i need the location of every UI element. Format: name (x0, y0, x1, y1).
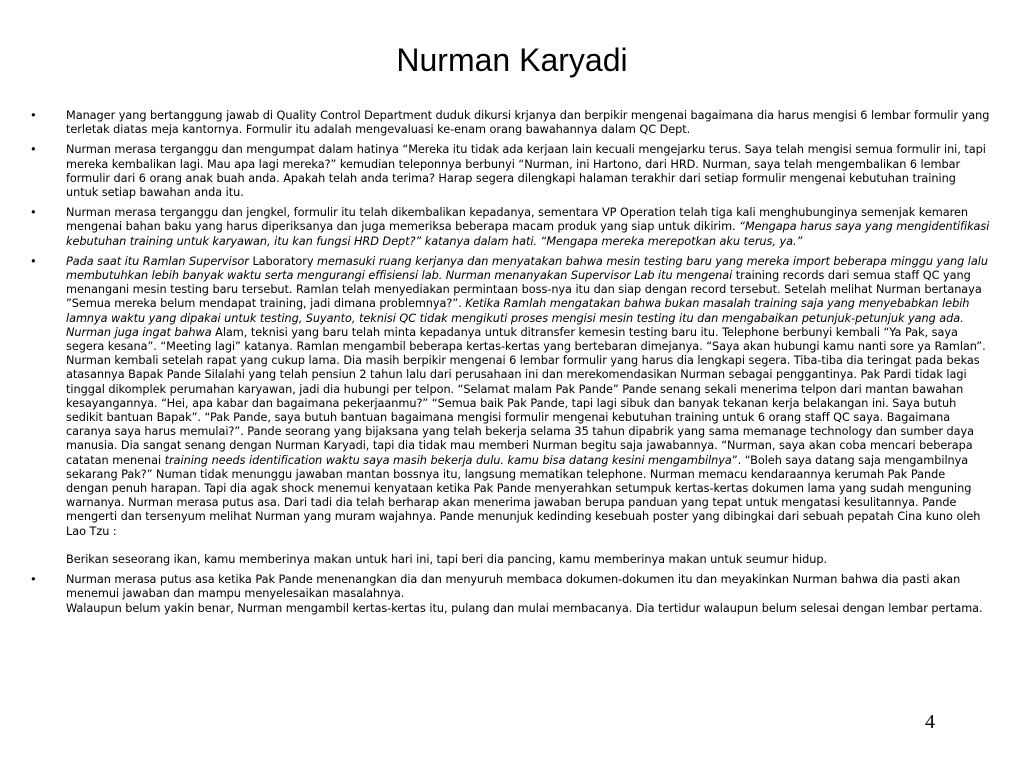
bullet-text-1: Manager yang bertanggung jawab di Quality Control Department duduk dikursi krjanya dan berpikir mengenai bagaimana dia harus mengisi 6 lembar formulir yang terletak diatas meja kantornya. Formulir itu adalah mengevaluasi ke-enam orang bawahannya dalam QC Dept. (66, 109, 990, 137)
story-text-4: ”. “Boleh saya datang saja mengambilnya sekarang Pak?” Numan tidak menunggu jawaban mantan bossnya itu, langsung mematikan telephone. Nurman memacu kendaraannya kerumah Pak Pande dengan penuh harapan. Tapi dia agak shock menemui kenyataan ketika Pak Pande menyerahkan setumpuk kertas-kertas dokumen lama yang sudah menguning warnanya. Nurman merasa putus asa. Dari tadi dia telah berharap akan menerima jawaban berupa panduan yang tepat untuk mengatasi kesulitannya. Pande mengerti dan tersenyum melihat Nurman yang muram wajahnya. Pande menunjuk kedinding kesebuah poster yang dibingkai dari sebuah pepatah Cina kuno oleh Lao Tzu : (66, 453, 981, 538)
bullet-item-4 (66, 255, 990, 567)
bullet-item-3 (66, 206, 990, 249)
lao-tzu-quote: Berikan seseorang ikan, kamu memberinya makan untuk hari ini, tapi beri dia pancing, kamu memberinya makan untuk seumur hidup. (66, 552, 828, 566)
bullet-item-5 (66, 573, 990, 616)
slide-number: 4 (925, 711, 935, 733)
paragraph-gap (66, 539, 990, 553)
bullet-text-2: Nurman merasa terganggu dan mengumpat dalam hatinya “Mereka itu tidak ada kerjaan lain kecuali mengejarku terus. Saya telah mengisi semua formulir ini, tapi mereka kembalikan lagi. Mau apa lagi mereka?” kemudian teleponnya berbunyi “Nurman, ini Hartono, dari HRD. Nurman, saya telah mengembalikan 6 lembar formulir dari 6 orang anak buah anda. Apakah telah anda terima? Harap segera dilengkapi halaman terakhir dari setiap formulir mengenai kebutuhan training untuk setiap bawahan anda itu. (66, 143, 986, 200)
story-italic-1: Pada saat itu Ramlan Supervisor (66, 254, 253, 268)
bullet-text-5b: Walaupun belum yakin benar, Nurman mengambil kertas-kertas itu, pulang dan mulai membacanya. Dia tertidur walaupun belum selesai dengan lembar pertama. (66, 601, 983, 615)
slide-title: Nurman Karyadi (396, 42, 628, 78)
bullet-text-3: Nurman merasa terganggu dan jengkel, formulir itu telah dikembalikan kepadanya, sementara VP Operation telah tiga kali menghubunginya semenjak kemaren mengenai bahan baku yang harus diperiksanya dan juga memeriksa beberapa macam produk yang siap untuk dikirim. (66, 206, 968, 234)
bullet-text-5a: • Nurman merasa putus asa ketika Pak Pande menenangkan dia dan menyuruh membaca dokumen-dokumen itu dan meyakinkan Nurman bahwa dia pasti akan menemui jawaban dan mampu menyelesaikan masalahnya. (66, 573, 961, 601)
bullet-item-1 (66, 109, 990, 137)
story-italic-4: training needs identification waktu saya masih bekerja dulu. kamu bisa datang kesini mengambilnya (164, 453, 732, 467)
story-italic-2: memasuki ruang kerjanya dan menyatakan bahwa mesin testing baru yang mereka import beberapa minggu yang lalu membutuhkan lebih banyak waktu serta mengurangi effisiensi lab. Nurman menanyakan Supervisor Lab itu mengenai (66, 254, 988, 283)
bullet-list (66, 109, 990, 622)
story-text-3: Alam, teknisi yang baru telah minta kepadanya untuk ditransfer kemesin testing baru itu. Telephone berbunyi kembali “Ya Pak, saya segera kesana”. “Meeting lagi” katanya. Ramlan mengambil beberapa kertas-kertas yang bertebaran dimejanya. “Saya akan hubungi kamu nanti sore ya Ramlan”. Nurman kembali setelah rapat yang cukup lama. Dia masih berpikir mengenai 6 lembar formulir yang harus dia lengkapi segera. Tiba-tiba dia teringat pada bekas atasannya Bapak Pande Silalahi yang telah pensiun 2 tahun lalu dari perusahaan ini dan merekomendasikan Nurman sebagai penggantinya. Pak Pardi tidak lagi tinggal dikomplek perumahan karyawan, jadi dia hubungi per telpon. “Selamat malam Pak Pande” Pande senang sekali menerima telpon dari mantan bawahan kesayangannya. “Hei, apa kabar dan bagaimana pekerjaanmu?” “Semua baik Pak Pande, tapi lagi sibuk dan banyak tekanan kerja belakangan ini. Saya butuh sedikit bantuan Bapak”. “Pak Pande, saya butuh bantuan bagaimana mengisi formulir mengenai kebutuhan training untuk 6 orang staff QC saya. Bagaimana caranya saya harus memulai?”. Pande seorang yang bijaksana yang telah bekerja selama 35 tahun dipabrik yang sama memanage technology dan sumber daya manusia. Dia sangat senang dengan Nurman Karyadi, tapi dia tidak mau memberi Nurman begitu saja jawabannya. “Nurman, saya akan coba mencari beberapa catatan menenai (66, 325, 986, 467)
story-text-1: Laboratory (252, 254, 318, 268)
bullet-text-3-quote: “Mengapa harus saya yang mengidentifikasi kebutuhan training untuk karyawan, itu kan fungsi HRD Dept?” katanya dalam hati. “Mengapa mereka merepotkan aku terus, ya.” (66, 220, 990, 248)
story-italic-3: Ketika Ramlah mengatakan bahwa bukan masalah training saja yang menyebabkan lebih lamnya waktu yang dipakai untuk testing, Suyanto, teknisi QC tidak mengikuti proses mengisi mesin testing itu dan mengabaikan petunjuk-petunjuk yang ada. Nurman juga ingat bahwa (66, 297, 970, 339)
bullet-item-2 (66, 143, 990, 200)
story-text-2: training records dari semua staff QC yang menangani mesin testing baru tersebut. Ramlan telah menyediakan permintaan boss-nya itu dan siap dengan record tersebut. Setelah melihat Nurman bertanaya ”Semua mereka belum mendapat training, jadi dimana problemnya?”. (66, 269, 982, 311)
